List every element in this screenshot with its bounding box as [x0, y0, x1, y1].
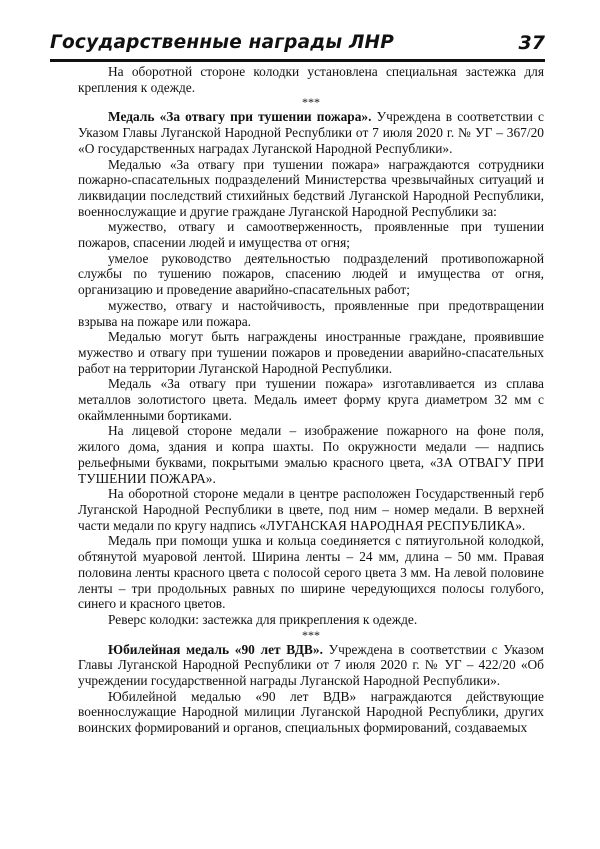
section-separator: ***: [302, 95, 320, 110]
body-text: [78, 64, 544, 736]
paragraph: мужество, отвагу и настойчивость, проявленные при предотвращении взрыва на пожаре или пожара.: [78, 297, 544, 329]
paragraph: мужество, отвагу и самоотверженность, проявленные при тушении пожаров, спасении людей и имущества от огня;: [78, 219, 544, 251]
paragraph: Юбилейной медалью «90 лет ВДВ» награждаются действующие военнослужащие Народной милиции Луганской Народной Республики, других воинских формирований и органов, специальных формирований, создаваемых: [78, 688, 544, 736]
header-title: Государственные награды ЛНР: [50, 32, 394, 53]
paragraph: [78, 642, 544, 689]
award-title: Медаль «За отвагу при тушении пожара».: [108, 109, 372, 125]
paragraph: Медаль «За отвагу при тушении пожара» изготавливается из сплава металлов золотистого цвета. Медаль имеет форму круга диаметром 32 мм с окаймленными бортиками.: [78, 376, 544, 423]
section-separator: ***: [302, 627, 320, 642]
paragraph-text: Учреждена в соответствии с Указом Главы Луганской Народной Республики от 7 июля 2020 г. № УГ – 422/20 «Об учреждении государственной награды Луганской Народной Республики».: [78, 641, 544, 689]
paragraph: На оборотной стороне медали в центре расположен Государственный герб Луганской Народной Республики в цвете, под ним – номер медали. В верхней части медали по кругу надпись «ЛУГАНСКАЯ НАРОДНАЯ РЕСПУБЛИКА».: [78, 486, 544, 533]
paragraph: Медаль при помощи ушка и кольца соединяется с пятиугольной колодкой, обтянутой муаровой лентой. Ширина ленты – 24 мм, длина – 50 мм. Правая половина ленты красного цвета с полосой серого цвета 3 мм. На левой половине ленты – три продольных равных по ширине чередующихся полосы голубого, синего и красного цветов.: [78, 533, 544, 612]
paragraph: Медалью «За отвагу при тушении пожара» награждаются сотрудники пожарно-спасательных подразделений Министерства чрезвычайных ситуаций и ликвидации последствий стихийных бедствий Луганской Народной Республики, военнослужащие и другие граждане Луганской Народной Республики за:: [78, 156, 544, 219]
header-divider: [50, 59, 545, 62]
paragraph: Медалью могут быть награждены иностранные граждане, проявившие мужество и отвагу при тушении пожаров и проведении аварийно-спасательных работ на территории Луганской Народной Республики.: [78, 329, 544, 376]
paragraph: Реверс колодки: застежка для прикрепления к одежде.: [108, 611, 418, 627]
award-title: Юбилейная медаль «90 лет ВДВ».: [108, 641, 323, 657]
paragraph: умелое руководство деятельностью подразделений противопожарной службы по тушению пожаров, спасению людей и имущества от огня, организацию и проведение аварийно-спасательных работ;: [78, 250, 544, 298]
paragraph: На оборотной стороне колодки установлена специальная застежка для крепления к одежде.: [78, 64, 544, 95]
paragraph-text: Учреждена в соответствии с Указом Главы Луганской Народной Республики от 7 июля 2020 г. № УГ – 367/20 «О государственных наградах Луганской Народной Республики».: [78, 109, 544, 156]
paragraph: На лицевой стороне медали – изображение пожарного на фоне поля, жилого дома, здания и копра шахты. По окружности медали — надпись рельефными буквами, покрытыми эмалью красного цвета, «ЗА ОТВАГУ ПРИ ТУШЕНИИ ПОЖАРА».: [78, 423, 544, 486]
page-number: 37: [518, 32, 545, 54]
paragraph: [78, 109, 544, 156]
running-header: [50, 32, 545, 60]
